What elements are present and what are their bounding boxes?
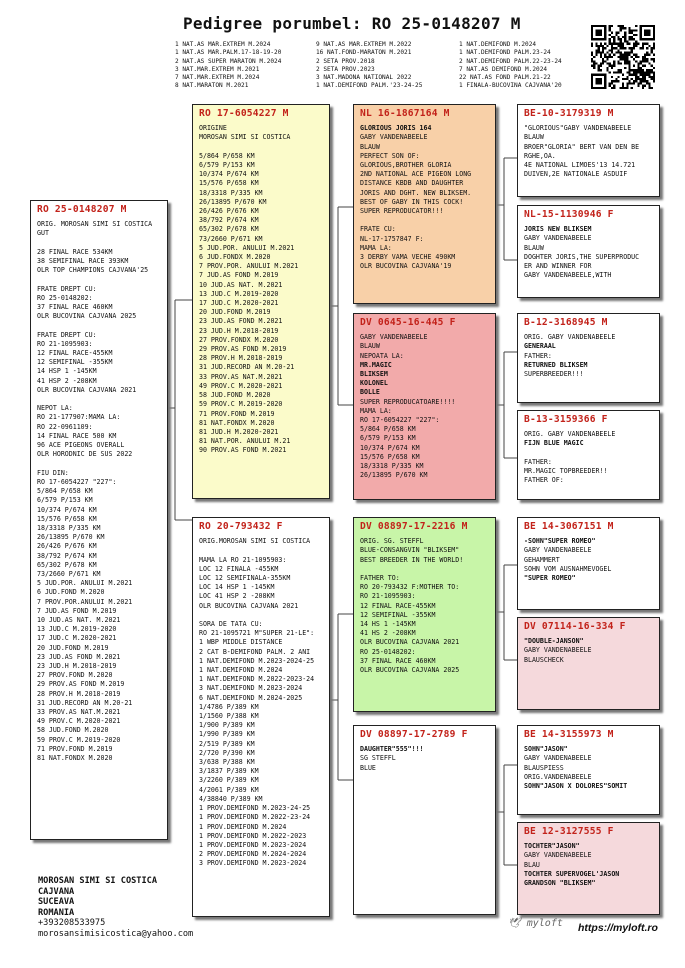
detail-line: 5/864 P/658 KM [360,425,416,434]
owner-phone: +393208533975 [38,918,106,929]
detail-line: GLORIOUS,BROTHER GLORIA [360,161,452,170]
detail-line: 10/374 P/674 KM [199,170,259,179]
detail-line: 10 JUD.AS NAT. M.2021 [37,615,121,624]
detail-line: OLR BUCOVINA CAJVANA 2021 [37,385,137,394]
dsd-card [517,617,660,710]
dsd-details [524,637,653,665]
detail-line: SOHN"JASON" [524,745,568,754]
achievement-line: 7 NAT.MAR.EXTREM M.2024 [175,74,260,82]
sds-card [517,313,660,403]
detail-line: SORA DE TATA CU: [199,620,263,629]
achievement-line: 1 NAT.AS MAR.EXTREM M.2024 [175,41,271,48]
detail-line: SOHN VOM AUSNAHMEVOGEL [524,564,612,573]
detail-line: 10/374 P/674 KM [360,443,420,452]
detail-line: DISTANCE KBDB AND DAUGHTER [360,179,464,188]
website-link[interactable]: https://myloft.ro [578,922,658,934]
detail-line: BLIKSEM [360,370,388,379]
detail-line: 26/426 P/676 KM [37,542,97,551]
detail-line: DUIVEN,2E NATIONALE ASDUIF [524,170,628,179]
detail-line: RO 21-177907:MAMA LA: [37,413,121,422]
detail-line: FATHER OF: [524,476,564,485]
detail-line [37,321,161,330]
detail-line: RO 21-1095903: [37,339,93,348]
detail-line: GABY VANDENABEELE [524,754,592,763]
dss-ring: BE 14-3067151 M [524,521,614,532]
dam-dam-ring: DV 08897-17-2789 F [360,729,468,740]
detail-line: 14 HSP 1 -145KM [37,367,97,376]
subject-ring: RO 25-0148207 M [37,204,127,215]
detail-line: GLORIOUS JORIS 164 [360,124,432,133]
detail-line: MAMA LA: [360,243,392,252]
detail-line: 12 FINAL RACE-455KM [360,601,436,610]
dsd-ring: DV 07114-16-334 F [524,621,626,632]
detail-line: 27 PROV.FONDX M.2020 [199,335,279,344]
achievement-line: 16 NAT.FOND-MARATON M.2021 [316,49,412,57]
detail-line: 3 PROV.DEMIFOND M.2023-2024 [199,859,307,868]
detail-line: RO 25-0148202: [37,293,93,302]
detail-line: FRATE CU: [360,225,396,234]
dam-sire-ring: DV 08897-17-2216 M [360,521,468,532]
detail-line: RO 22-0961109: [37,422,93,431]
detail-line: 1 PROV.DEMIFOND M.2024 [199,822,287,831]
owner-country: ROMANIA [38,907,75,918]
sds-ring: B-12-3168945 M [524,317,608,328]
detail-line: 23 JUD.H M.2018-2019 [37,661,117,670]
detail-line: BLAUW [524,243,544,252]
sdd-details [524,430,653,485]
detail-line: 1 PROV.DEMIFOND M.2022-23-24 [199,813,311,822]
detail-line: 4/2061 P/389 KM [199,785,259,794]
detail-line: ORIG. GABY VANDENABEELE [524,333,616,342]
detail-line: ORIGINE [199,124,227,133]
detail-line: 5/864 P/658 KM [37,487,93,496]
detail-line: 29 PROV.AS FOND M.2019 [199,345,287,354]
detail-line: -SOHN"SUPER ROMEO" [524,537,596,546]
detail-line: BLAUSCHECK [524,655,564,664]
achievement-line: 22 NAT.AS FOND PALM.21-22 [459,74,551,82]
detail-line: 1/4786 P/389 KM [199,702,259,711]
detail-line: FRATE DREPT CU: [37,330,97,339]
detail-line: RO 21-1095721 M"SUPER 21-LE": [199,629,315,638]
detail-line: 15/576 P/658 KM [360,452,420,461]
sire-dam-ring: DV 0645-16-445 F [360,317,456,328]
detail-line: 73/2660 P/671 KM [37,569,101,578]
detail-line: 73/2660 P/671 KM [199,234,263,243]
detail-line: BLAUW [360,342,380,351]
detail-line: 15/576 P/658 KM [37,514,97,523]
detail-line: 4/38840 P/389 KM [199,794,263,803]
detail-line: ORIG. MOROSAN SIMI SI COSTICA [37,220,153,229]
detail-line: 49 PROV.C M.2020-2021 [199,381,283,390]
detail-line: TOCHTER"JASON" [524,842,580,851]
detail-line: BROER"GLORIA" BERT VAN DEN BE [524,142,640,151]
detail-line: NEPOT LA: [37,404,73,413]
detail-line: 37 FINAL RACE 460KM [360,656,436,665]
detail-line: LOC 12 SEMIFINALA-355KM [199,574,291,583]
dds-details [524,745,653,791]
detail-line: GABY VANDENABEELE [524,646,592,655]
detail-line: 71 PROV.FOND M.2019 [199,409,275,418]
detail-line: OLR BUCOVINA CAJVANA 2025 [37,312,137,321]
subject-details [37,220,161,763]
detail-line: 7 PROV.POR. ANULUI M.2021 [199,262,299,271]
detail-line: DAUGHTER"555"!!! [360,745,424,754]
detail-line: 27 PROV.FOND M.2020 [37,671,113,680]
detail-line: "GLORIOUS"GABY VANDENABEELE [524,124,632,133]
detail-line: 81 NAT.FONDX M.2020 [37,753,113,762]
owner-info [38,876,193,940]
detail-line: RO 25-0148202: [360,647,416,656]
detail-line: 41 HS 2 -208KM [360,629,416,638]
detail-line: 4E NATIONAL LIMOES'13 14.721 [524,161,636,170]
detail-line [360,216,489,225]
detail-line: 3/638 P/388 KM [199,758,255,767]
detail-line: 81 JUD.H M.2020-2021 [199,427,279,436]
detail-line: 3 NAT.DEMIFOND M.2023-2024 [199,684,303,693]
detail-line: 6 JUD.FOND M.2020 [37,588,105,597]
detail-line: OLR BUCOVINA CAJVANA'19 [360,262,452,271]
dam-sire-details [360,537,489,675]
detail-line: RGHE,OA. [524,151,556,160]
detail-line: 1 PROV.DEMIFOND M.2022-2023 [199,831,307,840]
sdd-card [517,410,660,500]
sds-details [524,333,653,379]
detail-line: 31 JUD.RECORD AN M.20-21 [199,363,295,372]
detail-line: BLAUSPIESS [524,763,564,772]
detail-line: 6/579 P/153 KM [199,161,255,170]
detail-line: PERFECT SON OF: [360,151,420,160]
detail-line [524,449,653,458]
detail-line: 12 FINAL RACE-455KM [37,349,113,358]
detail-line: 6/579 P/153 KM [360,434,416,443]
detail-line: 41 HSP 2 -208KM [37,376,97,385]
detail-line: 6 NAT.DEMIFOND M.2024-2025 [199,693,303,702]
detail-line: 5 JUD.POR. ANULUI M.2021 [37,579,133,588]
detail-line: 49 PROV.C M.2020-2021 [37,717,121,726]
detail-line: 2/519 P/389 KM [199,739,255,748]
sire-details [199,124,323,455]
detail-line: 2 CAT B-DEMIFOND PALM. 2 ANI [199,647,311,656]
achievement-line: 2 NAT.AS SUPER MARATON M.2024 [175,57,282,65]
detail-line: 6 JUD.FONDX M.2020 [199,253,271,262]
detail-line [37,395,161,404]
detail-line: 1/900 P/389 KM [199,721,255,730]
detail-line: 13 JUD.C M.2019-2020 [37,625,117,634]
detail-line: GABY VANDENABEELE,WITH [524,271,612,280]
detail-line: ORIG.MOROSAN SIMI SI COSTICA [199,537,311,546]
detail-line: GUT [37,229,49,238]
detail-line: ORIG.VANDENABEELE [524,772,592,781]
detail-line: OLR HORODNIC DE SUS 2022 [37,450,133,459]
page-title: Pedigree porumbel: RO 25-0148207 M [183,14,521,33]
achievement-line: 2 SETA PROV.2023 [316,65,375,73]
detail-line: 38 SEMIFINAL RACE 393KM [37,257,129,266]
subject-pigeon-card [30,200,168,840]
achievement-line: 3 NAT.MADONA NATIONAL 2022 [316,74,412,82]
achievement-line: 8 NAT.MARATON M.2021 [175,82,249,90]
detail-line: 20 JUD.FOND M.2019 [199,308,271,317]
sss-ring: BE-10-3179319 M [524,108,614,119]
detail-line: 2 PROV.DEMIFOND M.2024-2024 [199,850,307,859]
detail-line: 1 NAT.DEMIFOND M.2023-2024-25 [199,656,315,665]
detail-line: OLR TOP CHAMPIONS CAJVANA'25 [37,266,149,275]
detail-line [199,546,323,555]
detail-line: 65/302 P/678 KM [37,560,97,569]
sire-sire-card [353,104,496,304]
achievement-line: 1 NAT.AS MAR.PALM.17-18-19-20 [175,49,282,57]
sire-sire-ring: NL 16-1867164 M [360,108,450,119]
achievement-line: 1 FINALA-BUCOVINA CAJVANA'20 [459,82,562,90]
sire-dam-details [360,333,489,480]
detail-line: BLAUW [524,133,544,142]
detail-line: BLUE [360,763,376,772]
detail-line: FATHER: [524,457,552,466]
detail-line: FRATE DREPT CU: [37,284,97,293]
sss-details [524,124,653,179]
detail-line: MR.MAGIC [360,360,392,369]
detail-line [360,565,489,574]
dam-dam-details [360,745,489,773]
detail-line [37,275,161,284]
detail-line [199,143,323,152]
owner-county: SUCEAVA [38,897,75,908]
owner-name: MOROSAN SIMI SI COSTICA [38,876,157,886]
detail-line: 1 NAT.DEMIFOND M.2024 [199,666,283,675]
detail-line: 65/302 P/678 KM [199,225,259,234]
detail-line: 28 PROV.H M.2018-2019 [37,689,121,698]
detail-line: BLAU [524,860,540,869]
detail-line: 7 JUD.AS FOND M.2019 [37,606,117,615]
detail-line: MOROSAN SIMI SI COSTICA [199,133,291,142]
sire-card [192,104,330,499]
detail-line: 37 FINAL RACE 460KM [37,303,113,312]
detail-line: LOC 14 HSP 1 -145KM [199,583,275,592]
owner-email[interactable]: morosansimisicostica@yahoo.com [38,928,194,939]
detail-line: 23 JUD.AS FOND M.2021 [199,317,283,326]
detail-line: FATHER: [524,351,552,360]
detail-line: LOC 12 FINALA -455KM [199,564,279,573]
ssd-card [517,205,660,298]
detail-line: 38/792 P/674 KM [199,216,259,225]
detail-line: FIJN BLUE MAGIC [524,439,584,448]
detail-line: RO 17-6054227 "227": [37,477,117,486]
detail-line [199,611,323,620]
detail-line: "DOUBLE-JANSON" [524,637,584,646]
detail-line: 14 FINAL RACE 500 KM [37,431,117,440]
achievement-line: 1 NAT.DEMIFOND PALM.23-24 [459,49,551,57]
detail-line: 26/13895 P/670 KM [360,471,428,480]
detail-line: NL-17-1757847 F: [360,234,424,243]
detail-line: RO 20-793432 F:MOTHER TO: [360,583,460,592]
dss-details [524,537,653,583]
detail-line: DOGHTER JORIS,THE SUPERPRODUC [524,252,640,261]
detail-line: 26/13895 P/670 KM [199,197,267,206]
detail-line: GABY VANDENABEELE [524,234,592,243]
detail-line: ORIG. GABY VANDENABEELE [524,430,616,439]
bird-icon: 🕊 [508,918,521,929]
detail-line: JORIS NEW BLIKSEM [524,225,592,234]
detail-line [37,459,161,468]
detail-line: 1 NAT.DEMIFOND M.2022-2023-24 [199,675,315,684]
detail-line: GEHAMMERT [524,555,560,564]
detail-line: 26/426 P/676 KM [199,207,259,216]
detail-line: JORIS AND DGHT. NEW BLIKSEM. [360,188,472,197]
detail-line: ER AND WINNER FOR [524,262,592,271]
achievement-line: 7 NAT.AS DEMIFOND M.2024 [459,65,548,73]
detail-line: 26/13895 P/670 KM [37,533,105,542]
detail-line: 23 JUD.AS FOND M.2021 [37,652,121,661]
detail-line: NEPOATA LA: [360,351,404,360]
detail-line: OLR BUCOVINA CAJVANA 2021 [199,601,299,610]
ssd-ring: NL-15-1130946 F [524,209,614,220]
detail-line: GABY VANDENABEELE [524,851,592,860]
detail-line: 2/720 P/390 KM [199,748,255,757]
detail-line: 1/990 P/389 KM [199,730,255,739]
detail-line: GABY VANDENABEELE [360,133,428,142]
detail-line: RO 17-6054227 "227": [360,416,440,425]
detail-line: BOLLE [360,388,380,397]
owner-city: CAJVANA [38,886,75,897]
detail-line: 6/579 P/153 KM [37,496,93,505]
detail-line: 58 JUD.FOND M.2020 [199,391,271,400]
detail-line: 18/3318 P/335 KM [199,188,263,197]
detail-line: OLR BUCOVINA CAJVANA 2021 [360,638,460,647]
achievement-line: 9 NAT.AS MAR.EXTREM M.2022 [316,41,412,48]
detail-line: GABY VANDENABEELE [360,333,428,342]
detail-line: 10/374 P/674 KM [37,505,97,514]
detail-line: FATHER TO: [360,574,400,583]
dss-card [517,517,660,610]
achievement-line: 2 NAT.DEMIFOND PALM.22-23-24 [459,57,562,65]
detail-line: 7 PROV.POR.ANULUI M.2021 [37,597,133,606]
detail-line: BLAUW [360,142,380,151]
detail-line: BEST OF GABY IN THIS COCK! [360,197,464,206]
brand-name: myloft [526,918,563,929]
detail-line: 17 JUD.C M.2020-2021 [199,299,279,308]
detail-line: 1 WBP MIDDLE DISTANCE [199,638,283,647]
detail-line: GENERAAL [524,342,556,351]
dam-ring: RO 20-793432 F [199,521,283,532]
detail-line: 28 PROV.H M.2018-2019 [199,354,283,363]
detail-line: "SUPER ROMEO" [524,574,576,583]
detail-line: 5 JUD.POR. ANULUI M.2021 [199,243,295,252]
detail-line: 1 PROV.DEMIFOND M.2023-24-25 [199,804,311,813]
achievement-line: 1 NAT.DEMIFOND PALM.'23-24-25 [316,82,423,90]
detail-line: 58 JUD.FOND M.2020 [37,726,109,735]
myloft-logo [508,918,563,929]
detail-line: BEST BREEDER IN THE WORLD! [360,555,464,564]
detail-line: BLUE-CONSANGVIN "BLIKSEM" [360,546,460,555]
detail-line: 10 JUD.AS NAT. M.2021 [199,280,283,289]
achievement-line: 1 NAT.DEMIFOND M.2024 [459,41,537,48]
detail-line: 90 PROV.AS FOND M.2021 [199,446,287,455]
detail-line: 1 PROV.DEMIFOND M.2023-2024 [199,840,307,849]
detail-line: 23 JUD.H M.2018-2019 [199,326,279,335]
detail-line: GRANDSON "BLIKSEM" [524,879,596,888]
detail-line: SUPER REPRODUCATOR!!! [360,207,444,216]
detail-line: 2ND NATIONAL ACE PIGEON LONG [360,170,472,179]
detail-line: 18/3318 P/335 KM [360,462,424,471]
sss-card [517,104,660,197]
detail-line: 3/1837 P/389 KM [199,767,259,776]
dds-ring: BE 14-3155973 M [524,729,614,740]
detail-line: GABY VANDENABEELE [524,546,592,555]
detail-line: MAMA LA RO 21-1095903: [199,555,287,564]
dam-sire-card [353,517,496,712]
dam-card [192,517,330,917]
ddd-details [524,842,653,888]
dam-dam-card [353,725,496,915]
detail-line: 17 JUD.C M.2020-2021 [37,634,117,643]
detail-line: 71 PROV.FOND M.2019 [37,744,113,753]
detail-line: SOHN"JASON X DOLORES"SOMIT [524,782,628,791]
detail-line: KOLONEL [360,379,388,388]
detail-line: SG STEFFL [360,754,396,763]
detail-line: LOC 41 HSP 2 -208KM [199,592,275,601]
detail-line: 3/2260 P/389 KM [199,776,259,785]
ddd-card [517,822,660,915]
detail-line: 81 NAT.POR. ANULUI M.21 [199,437,291,446]
detail-line: 96 ACE PIGEONS OVERALL [37,441,125,450]
detail-line: 59 PROV.C M.2019-2020 [199,400,283,409]
detail-line: SUPER REPRODUCATOARE!!!! [360,397,456,406]
detail-line: 28 FINAL RACE 534KM [37,247,113,256]
detail-line: 38/792 P/674 KM [37,551,97,560]
detail-line [37,239,161,248]
detail-line: 13 JUD.C M.2019-2020 [199,289,279,298]
ddd-ring: BE 12-3127555 F [524,826,614,837]
detail-line: 59 PROV.C M.2019-2020 [37,735,121,744]
detail-line: 12 SEMIFINAL -355KM [37,358,113,367]
detail-line: 15/576 P/658 KM [199,179,259,188]
dam-details [199,537,323,868]
detail-line: 3 DERBY VAMA VECHE 490KM [360,253,456,262]
detail-line: TOCHTER SUPERVOGEL'JASON [524,869,620,878]
ssd-details [524,225,653,280]
sire-dam-card [353,313,496,500]
sdd-ring: B-13-3159366 F [524,414,608,425]
detail-line: 14 HS 1 -145KM [360,620,416,629]
detail-line: ORIG. SG. STEFFL [360,537,424,546]
detail-line: 81 NAT.FONDX M.2020 [199,418,275,427]
detail-line: 31 JUD.RECORD AN M.20-21 [37,698,133,707]
detail-line: FIU DIN: [37,468,69,477]
detail-line: 7 JUD.AS FOND M.2019 [199,271,279,280]
detail-line: 29 PROV.AS FOND M.2019 [37,680,125,689]
detail-line: SUPERBREEDER!!! [524,370,584,379]
detail-line: RO 21-1095903: [360,592,416,601]
sire-ring: RO 17-6054227 M [199,108,289,119]
detail-line: 33 PROV.AS NAT.M.2021 [199,372,283,381]
detail-line: 1/1560 P/388 KM [199,712,259,721]
detail-line: 12 SEMIFINAL -355KM [360,610,436,619]
sire-sire-details [360,124,489,271]
dds-card [517,725,660,815]
detail-line: OLR BUCOVINA CAJVANA 2025 [360,666,460,675]
achievement-line: 3 NAT.MAR.EXTREM M.2021 [175,65,260,73]
detail-line: 33 PROV.AS NAT.M.2021 [37,707,121,716]
detail-line: 20 JUD.FOND M.2019 [37,643,109,652]
detail-line: MR.MAGIC TOPBREEDER!! [524,467,608,476]
detail-line: MAMA LA: [360,406,392,415]
achievement-line: 2 SETA PROV.2018 [316,57,375,65]
detail-line: 18/3318 P/335 KM [37,523,101,532]
detail-line: 5/864 P/658 KM [199,151,255,160]
detail-line: RETURNED BLIKSEM [524,360,588,369]
